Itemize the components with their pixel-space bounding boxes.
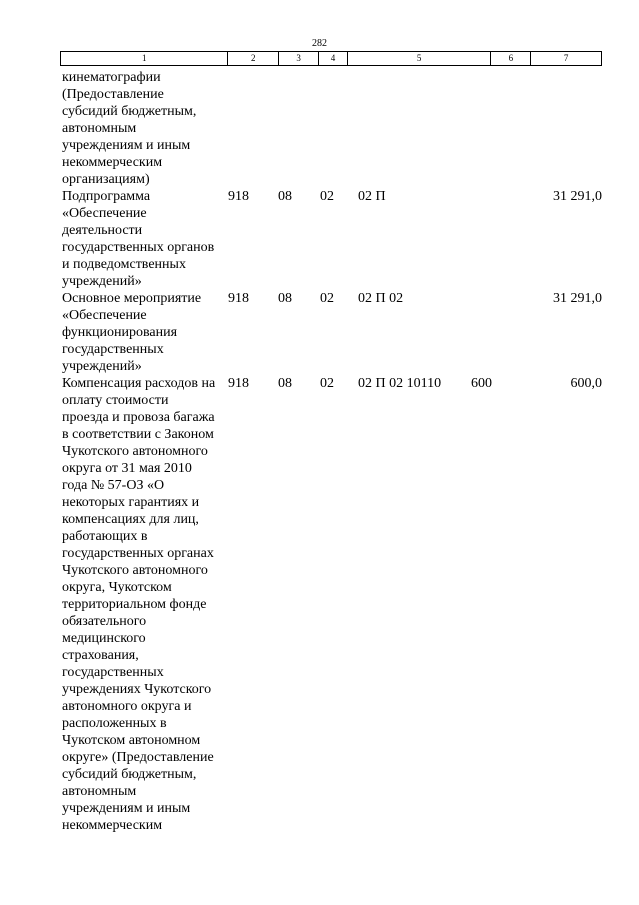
grbs-cell: 918 — [228, 376, 249, 391]
target-article-cell: 02 П 02 10110 — [358, 376, 442, 391]
grbs-cell: 918 — [228, 189, 249, 204]
expense-type-cell: 600 — [471, 376, 492, 391]
column-header-2: 2 — [228, 52, 279, 65]
row-name-cell: Подпрограмма «Обеспечение деятельности государственных органов и подведомственных учреждений» — [62, 189, 215, 289]
column-header-7: 7 — [563, 53, 569, 63]
amount-cell: 31 291,0 — [553, 189, 602, 204]
subsection-cell: 02 — [320, 376, 334, 391]
target-article-cell: 02 П — [358, 189, 386, 204]
column-header-3: 3 — [279, 52, 319, 65]
grbs-cell: 918 — [228, 291, 249, 306]
table-row — [62, 375, 602, 834]
section-cell: 08 — [278, 291, 292, 306]
row-name-cell: кинематографии (Предоставление субсидий бюджетным, автономным учреждениям и иным некоммерческим организациям) — [62, 70, 197, 187]
table-row — [62, 188, 602, 290]
column-header-5: 5 — [348, 52, 491, 65]
column-header-4: 4 — [319, 52, 348, 65]
section-cell: 08 — [278, 189, 292, 204]
page-number: 282 — [312, 38, 327, 49]
column-header-1: 1 — [61, 52, 228, 65]
table-column-header-row — [60, 51, 602, 66]
section-cell: 08 — [278, 376, 292, 391]
table-row — [62, 69, 602, 188]
table-row — [62, 290, 602, 375]
amount-cell: 31 291,0 — [553, 291, 602, 306]
subsection-cell: 02 — [320, 291, 334, 306]
budget-table-body — [62, 69, 602, 834]
target-article-cell: 02 П 02 — [358, 291, 404, 306]
row-name-cell: Основное мероприятие «Обеспечение функционирования государственных учреждений» — [62, 291, 202, 374]
row-name-cell: Компенсация расходов на оплату стоимости проезда и провоза багажа в соответствии с Законом Чукотского автономного округа от 31 мая 2010 года № 57-ОЗ «О некоторых гарантиях и компенсациях для лиц, работающих в государственных органах Чукотского автономного округа, Чукотском территориальном фонде обязательного медицинского страхования, государственных учреждениях Чукотского автономного округа и расположенных в Чукотском автономном округе» (Предоставление субсидий бюджетным, автономным учреждениям и иным некоммерческим — [62, 376, 216, 833]
column-header-6: 6 — [491, 52, 531, 65]
subsection-cell: 02 — [320, 189, 334, 204]
amount-cell: 600,0 — [570, 376, 602, 391]
